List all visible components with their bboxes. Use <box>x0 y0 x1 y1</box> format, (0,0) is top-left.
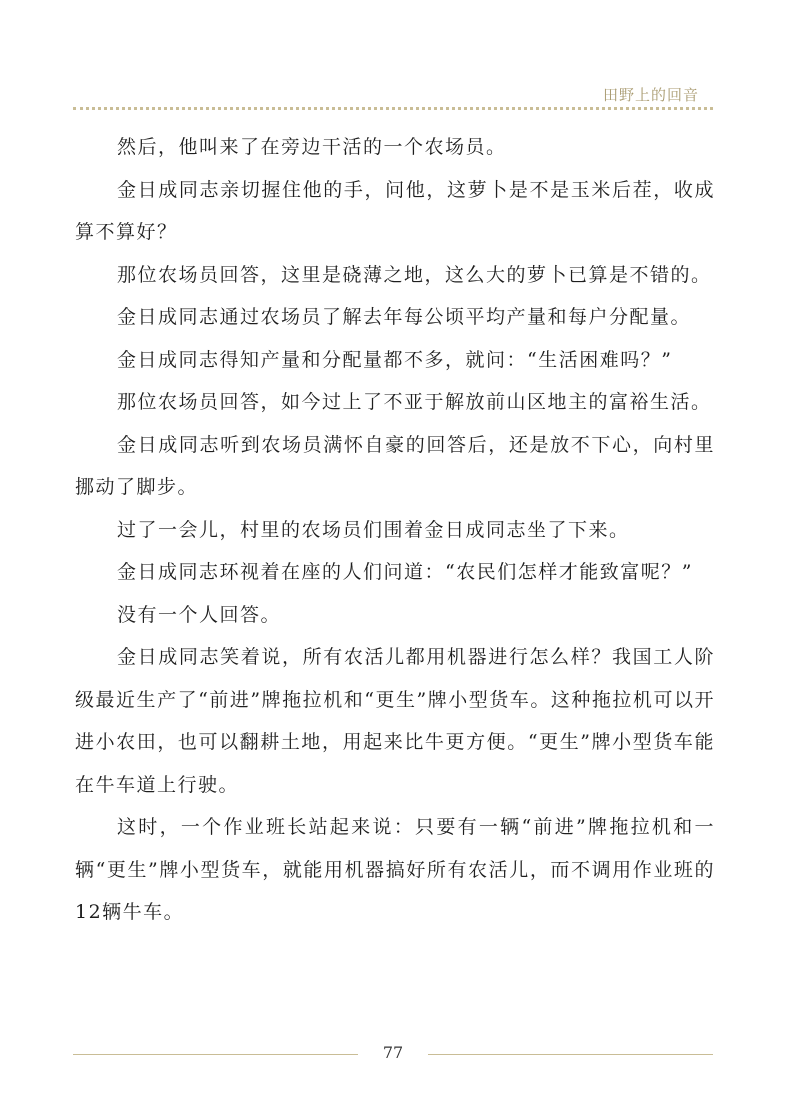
paragraph: 过了一会儿，村里的农场员们围着金日成同志坐了下来。 <box>117 518 630 541</box>
paragraph: 没有一个人回答。 <box>117 603 282 626</box>
paragraph: 然后，他叫来了在旁边干活的一个农场员。 <box>117 136 507 158</box>
paragraph: 金日成同志环视着在座的人们问道：“农民们怎样才能致富呢？” <box>117 561 693 583</box>
body-text <box>75 126 715 934</box>
paragraph: 这时，一个作业班长站起来说：只要有一辆“前进”牌拖拉机和一辆“更生”牌小型货车，就能用机器搞好所有农活儿，而不调用作业班的12辆牛车。 <box>75 816 715 923</box>
paragraph: 金日成同志亲切握住他的手，问他，这萝卜是不是玉米后茬，收成算不算好？ <box>75 178 715 243</box>
paragraph: 那位农场员回答，如今过上了不亚于解放前山区地主的富裕生活。 <box>117 391 712 413</box>
header-dotted-rule <box>73 107 713 110</box>
footer-rule-right <box>428 1054 713 1055</box>
paragraph: 那位农场员回答，这里是硗薄之地，这么大的萝卜已算是不错的。 <box>117 263 712 286</box>
paragraph: 金日成同志通过农场员了解去年每公顷平均产量和每户分配量。 <box>117 306 692 328</box>
paragraph: 金日成同志得知产量和分配量都不多，就问：“生活困难吗？” <box>117 348 673 371</box>
page-number: 77 <box>382 1043 404 1062</box>
paragraph: 金日成同志听到农场员满怀自豪的回答后，还是放不下心，向村里挪动了脚步。 <box>75 433 715 498</box>
running-header-title: 田野上的回音 <box>602 86 699 104</box>
page-footer <box>73 1043 713 1065</box>
paragraph: 金日成同志笑着说，所有农活儿都用机器进行怎么样？我国工人阶级最近生产了“前进”牌拖拉机和“更生”牌小型货车。这种拖拉机可以开进小农田，也可以翻耕土地，用起来比牛更方便。“更生”牌小型货车能在牛车道上行驶。 <box>75 646 715 796</box>
